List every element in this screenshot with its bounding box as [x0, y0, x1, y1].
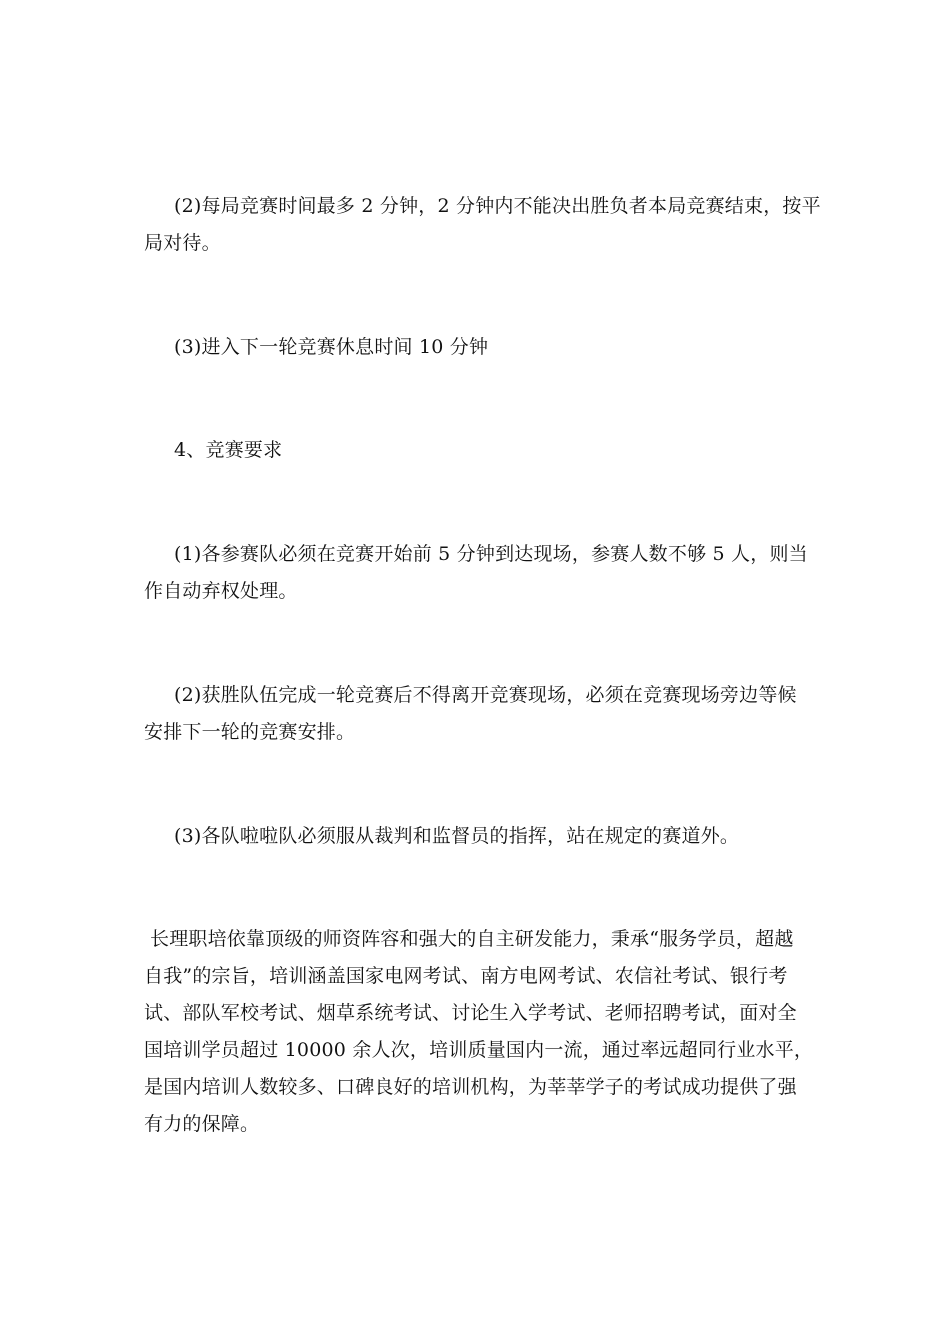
paragraph-promo [144, 921, 812, 1143]
paragraph-rule-2-time-limit [144, 188, 821, 262]
text-line: (3)各队啦啦队必须服从裁判和监督员的指挥，站在规定的赛道外。 [174, 825, 740, 847]
text-line: (2)每局竞赛时间最多 2 分钟，2 分钟内不能决出胜负者本局竞赛结束，按平 [174, 195, 821, 217]
text-line: (3)进入下一轮竞赛休息时间 10 分钟 [174, 336, 489, 358]
text-line: 有力的保障。 [144, 1113, 260, 1135]
text-line: 安排下一轮的竞赛安排。 [144, 721, 356, 743]
text-line: (2)获胜队伍完成一轮竞赛后不得离开竞赛现场，必须在竞赛现场旁边等候 [174, 684, 797, 706]
paragraph-rule-3-rest [144, 329, 812, 366]
text-line: (1)各参赛队必须在竞赛开始前 5 分钟到达现场，参赛人数不够 5 人，则当 [174, 543, 808, 565]
text-line: 自我”的宗旨，培训涵盖国家电网考试、南方电网考试、农信社考试、银行考 [144, 965, 788, 987]
text-line: 4、竞赛要求 [174, 439, 283, 461]
text-line: 长理职培依靠顶级的师资阵容和强大的自主研发能力，秉承“服务学员，超越 [150, 928, 794, 950]
section-heading [144, 432, 812, 469]
text-line: 试、部队军校考试、烟草系统考试、讨论生入学考试、老师招聘考试，面对全 [144, 1002, 797, 1024]
text-line: 是国内培训人数较多、口碑良好的培训机构，为莘莘学子的考试成功提供了强 [144, 1076, 797, 1098]
text-line: 国培训学员超过 10000 余人次，培训质量国内一流，通过率远超同行业水平， [144, 1039, 814, 1061]
paragraph-req-2-winners-stay [144, 677, 812, 751]
paragraph-req-3-cheerleaders [144, 818, 812, 855]
text-line: 局对待。 [144, 232, 221, 254]
paragraph-req-1-arrival [144, 536, 812, 610]
text-line: 作自动弃权处理。 [144, 580, 298, 602]
